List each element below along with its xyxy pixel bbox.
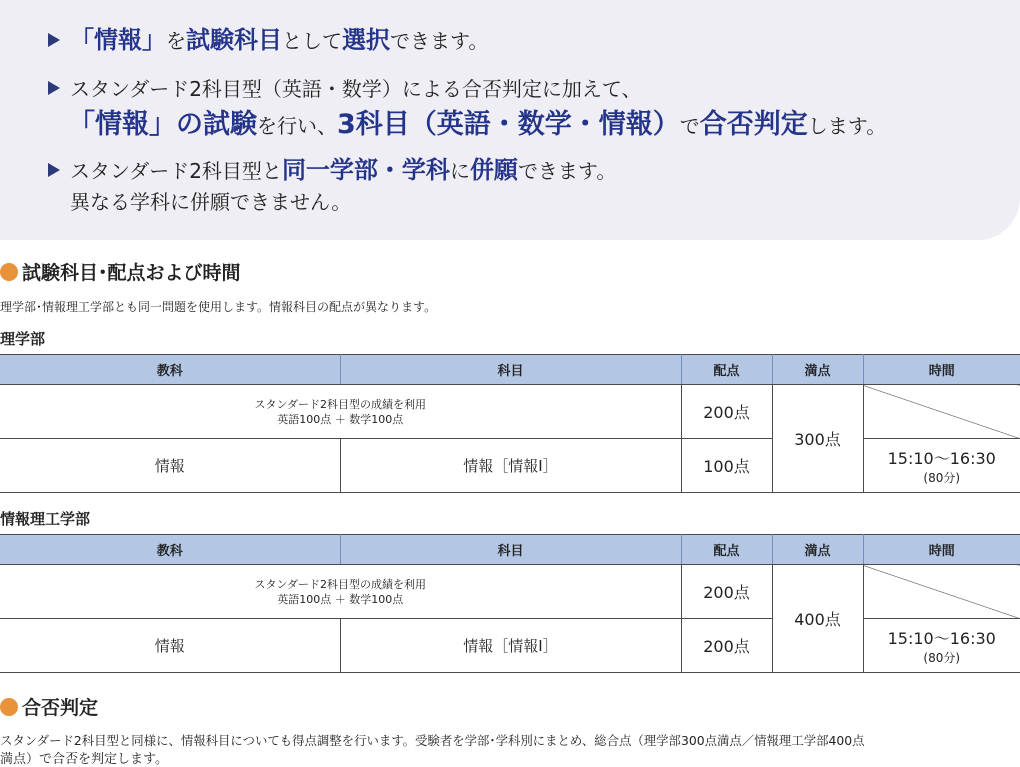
section2-line1: スタンダード2科目型と同様に、情報科目についても得点調整を行います。受験者を学部･学科別にまとめ、総合点（理学部300点満点／情報理工学部400点 xyxy=(0,733,865,748)
time-range: 15:10～16:30 xyxy=(887,628,996,648)
diagonal-cell xyxy=(863,565,1020,619)
b2-line2 xyxy=(68,106,886,145)
points-cell: 200点 xyxy=(681,619,772,673)
b3-p1: スタンダード2科目型と xyxy=(70,159,282,183)
table1-title: 理学部 xyxy=(0,330,46,348)
bullet-2 xyxy=(48,74,642,104)
triangle-bullet-icon xyxy=(48,163,60,177)
points-cell: 200点 xyxy=(681,565,772,619)
standard-2subject-cell xyxy=(0,565,681,619)
table-row xyxy=(0,439,1020,493)
time-cell xyxy=(863,619,1020,673)
orange-dot-icon xyxy=(0,698,18,716)
header-haiten: 配点 xyxy=(681,535,772,565)
b1-part1: 「情報」 xyxy=(70,26,166,54)
info-box xyxy=(0,0,1020,240)
b1-part5: 選択 xyxy=(342,26,390,54)
section2-line2: 満点）で合否を判定します。 xyxy=(0,752,168,767)
header-jikan: 時間 xyxy=(863,355,1020,385)
table2-title: 情報理工学部 xyxy=(0,510,91,528)
b3-p2: 同一学部・学科 xyxy=(281,156,450,184)
section2-paragraph xyxy=(0,731,1020,767)
b2-l2p4: で xyxy=(679,114,700,138)
kamoku-cell: 情報［情報Ⅰ］ xyxy=(340,619,681,673)
header-kyouka: 教科 xyxy=(0,535,340,565)
header-kamoku: 科目 xyxy=(340,535,681,565)
table-row xyxy=(0,385,1020,439)
score-table-info-eng xyxy=(0,534,1020,673)
standard-line1: スタンダード2科目型の成績を利用 xyxy=(254,577,427,591)
b3-p5: できます。 xyxy=(517,159,617,183)
total-cell: 300点 xyxy=(772,385,863,493)
table-row xyxy=(0,565,1020,619)
time-duration: (80分) xyxy=(923,470,961,485)
orange-dot-icon xyxy=(0,263,18,281)
standard-line2: 英語100点 ＋ 数学100点 xyxy=(277,592,404,606)
b2-line1: スタンダード2科目型（英語・数学）による合否判定に加えて、 xyxy=(70,77,642,101)
kyouka-cell: 情報 xyxy=(0,619,340,673)
section1-title: 試験科目･配点および時間 xyxy=(22,262,241,284)
header-manten: 満点 xyxy=(772,355,863,385)
b2-l2p3: 3科目（英語・数学・情報） xyxy=(337,109,680,140)
header-kyouka: 教科 xyxy=(0,355,340,385)
score-table-science xyxy=(0,354,1020,493)
bullet-1 xyxy=(48,25,488,56)
points-cell: 100点 xyxy=(681,439,772,493)
table-row xyxy=(0,619,1020,673)
time-range: 15:10～16:30 xyxy=(887,448,996,468)
b3-p3: に xyxy=(449,159,470,183)
b1-part6: できます。 xyxy=(390,29,489,53)
b1-part4: として xyxy=(282,29,342,53)
header-haiten: 配点 xyxy=(681,355,772,385)
kyouka-cell: 情報 xyxy=(0,439,340,493)
kamoku-cell: 情報［情報Ⅰ］ xyxy=(340,439,681,493)
time-cell xyxy=(863,439,1020,493)
b2-l2p5: 合否判定 xyxy=(699,109,808,140)
triangle-bullet-icon xyxy=(48,33,60,47)
b1-part2: を xyxy=(166,29,186,53)
section2-title: 合否判定 xyxy=(22,697,99,719)
standard-line1: スタンダード2科目型の成績を利用 xyxy=(254,397,427,411)
total-cell: 400点 xyxy=(772,565,863,673)
points-cell: 200点 xyxy=(681,385,772,439)
section1-note: 理学部･情報理工学部とも同一問題を使用します。情報科目の配点が異なります。 xyxy=(0,300,437,314)
section1-heading xyxy=(0,258,241,285)
b1-part3: 試験科目 xyxy=(186,26,282,54)
bullet-3 xyxy=(48,155,616,186)
header-manten: 満点 xyxy=(772,535,863,565)
b2-l2p6: します。 xyxy=(807,114,887,138)
b2-l2p2: を行い、 xyxy=(257,114,337,138)
header-kamoku: 科目 xyxy=(340,355,681,385)
standard-2subject-cell xyxy=(0,385,681,439)
b3-p4: 併願 xyxy=(469,156,518,184)
triangle-bullet-icon xyxy=(48,81,60,95)
section2-heading xyxy=(0,693,98,720)
diagonal-cell xyxy=(863,385,1020,439)
time-duration: (80分) xyxy=(923,650,961,665)
header-jikan: 時間 xyxy=(863,535,1020,565)
b3-line2: 異なる学科に併願できません。 xyxy=(70,190,352,214)
b2-l2p1: 「情報」の試験 xyxy=(68,109,257,140)
standard-line2: 英語100点 ＋ 数学100点 xyxy=(277,412,404,426)
